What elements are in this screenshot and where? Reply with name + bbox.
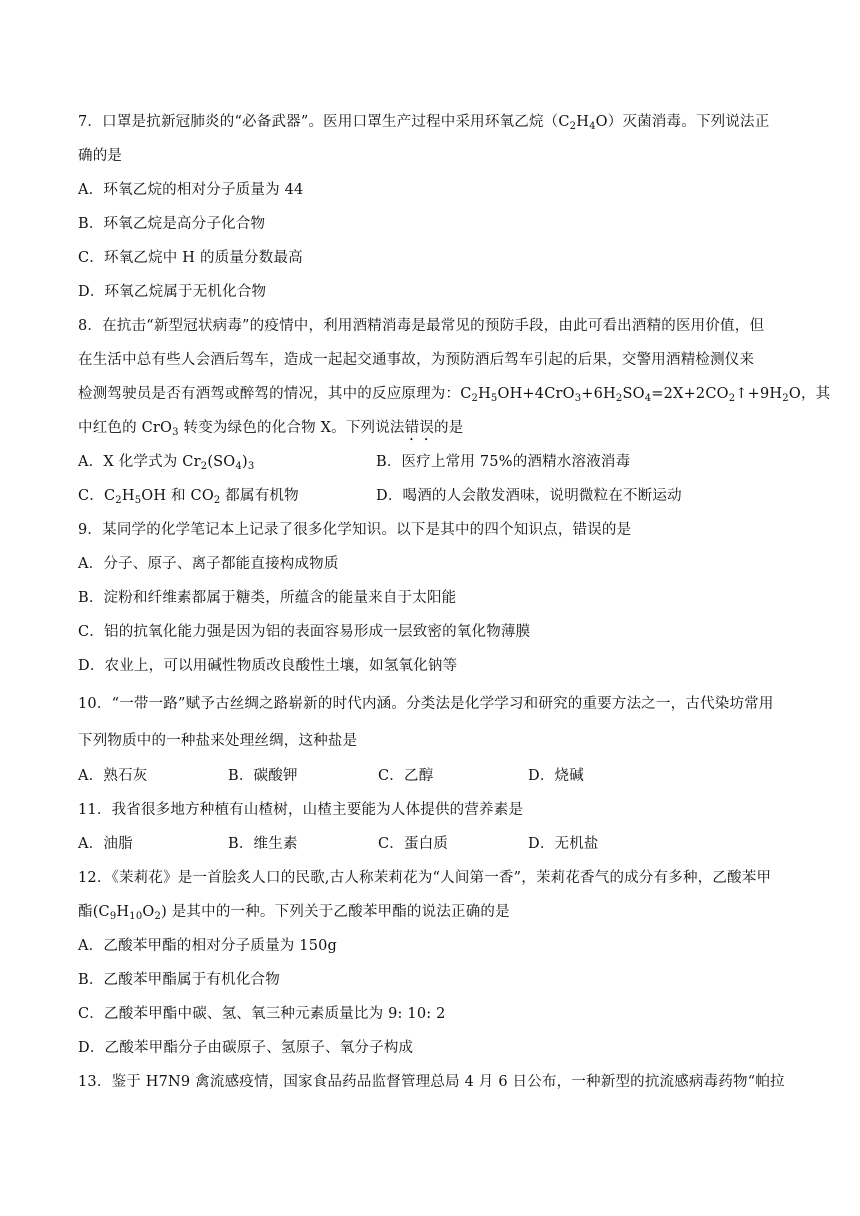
question-8-stem-cont-2: 检测驾驶员是否有酒驾或醉驾的情况，其中的反应原理为：$C_2H_5OH+4CrO_3+6H_2SO_4=2X+2CO_2↑+9H_2O$，其 — [78, 386, 831, 404]
question-9-option-a: A．分子、原子、离子都能直接构成物质 — [78, 556, 339, 572]
question-7-option-d: D．环氧乙烷属于无机化合物 — [78, 284, 267, 300]
question-12-option-c: C．乙酸苯甲酯中碳、氢、氧三种元素质量比为 9: 10: 2 — [78, 1006, 446, 1022]
question-7-option-b: B．环氧乙烷是高分子化合物 — [78, 216, 266, 232]
question-10-stem: 10．“一带一路”赋予古丝绸之路崭新的时代内涵。分类法是化学学习和研究的重要方法之一，古代染坊常用 — [78, 696, 774, 712]
question-12-stem: 12．《茉莉花》是一首脍炙人口的民歌,古人称茉莉花为“人间第一香”，茉莉花香气的成分有多种，乙酸苯甲 — [78, 870, 772, 886]
question-11-option-a: A．油脂 — [78, 836, 133, 852]
question-11-option-d: D．无机盐 — [528, 836, 599, 852]
question-10-option-a: A．熟石灰 — [78, 768, 148, 784]
question-9-option-b: B．淀粉和纤维素都属于糖类，所蕴含的能量来自于太阳能 — [78, 590, 457, 606]
reaction-equation: $C_2H_5OH+4CrO_3+6H_2SO_4=2X+2CO_2↑+9H_2O$ — [460, 386, 801, 404]
question-12-option-b: B．乙酸苯甲酯属于有机化合物 — [78, 972, 280, 988]
question-12-option-d: D．乙酸苯甲酯分子由碳原子、氢原子、氧分子构成 — [78, 1040, 414, 1056]
question-7-stem: 7．口罩是抗新冠肺炎的“必备武器”。医用口罩生产过程中采用环氧乙烷$(C_2H_4O)$灭菌消毒。下列说法正 — [78, 114, 770, 132]
question-10-option-d: D．烧碱 — [528, 768, 584, 784]
question-9-stem: 9．某同学的化学笔记本上记录了很多化学知识。以下是其中的四个知识点，错误的是 — [78, 522, 632, 538]
question-9-option-d: D．农业上，可以用碱性物质改良酸性土壤，如氢氧化钠等 — [78, 658, 458, 674]
question-12-option-a: A．乙酸苯甲酯的相对分子质量为 150g — [78, 938, 338, 954]
question-11-option-c: C．蛋白质 — [378, 836, 449, 852]
question-8-option-d: D．喝酒的人会散发酒味，说明微粒在不断运动 — [376, 488, 682, 504]
question-8-stem-cont-1: 在生活中总有些人会酒后驾车，造成一起起交通事故，为预防酒后驾车引起的后果，交警用酒精检测仪来 — [78, 352, 755, 368]
question-10-option-c: C．乙醇 — [378, 768, 434, 784]
emphasis-text: 错误 — [404, 420, 435, 436]
question-12-stem-cont: 酯$(C_9H_{10}O_2)$ 是其中的一种。下列关于乙酸苯甲酯的说法正确的是 — [78, 904, 510, 922]
question-7-option-c: C．环氧乙烷中 H 的质量分数最高 — [78, 250, 303, 266]
question-11-stem: 11．我省很多地方种植有山楂树，山楂主要能为人体提供的营养素是 — [78, 802, 524, 818]
question-7-stem-cont: 确的是 — [78, 148, 123, 164]
question-10-stem-cont: 下列物质中的一种盐来处理丝绸，这种盐是 — [78, 733, 358, 749]
question-8-option-a: A．X 化学式为 $Cr_2(SO_4)_3$ — [78, 454, 255, 472]
question-7-option-a: A．环氧乙烷的相对分子质量为 44 — [78, 182, 304, 198]
question-9-option-c: C．铝的抗氧化能力强是因为铝的表面容易形成一层致密的氧化物薄膜 — [78, 624, 531, 640]
question-10-option-b: B．碳酸钾 — [228, 768, 298, 784]
question-8-stem: 8．在抗击“新型冠状病毒”的疫情中，利用酒精消毒是最常见的预防手段，由此可看出酒精的医用价值，但 — [78, 318, 765, 334]
question-8-option-c: C．$C_2H_5OH$ 和 $CO_2$ 都属有机物 — [78, 488, 299, 506]
question-8-stem-cont-3: 中红色的 CrO$_3$ 转变为绿色的化合物 X。下列说法错误的是 — [78, 420, 464, 438]
question-8-option-b: B．医疗上常用 75%的酒精水溶液消毒 — [376, 454, 631, 470]
question-11-option-b: B．维生素 — [228, 836, 298, 852]
question-13-stem: 13．鉴于 H7N9 禽流感疫情，国家食品药品监督管理总局 4 月 6 日公布，一种新型的抗流感病毒药物“帕拉 — [78, 1074, 785, 1090]
